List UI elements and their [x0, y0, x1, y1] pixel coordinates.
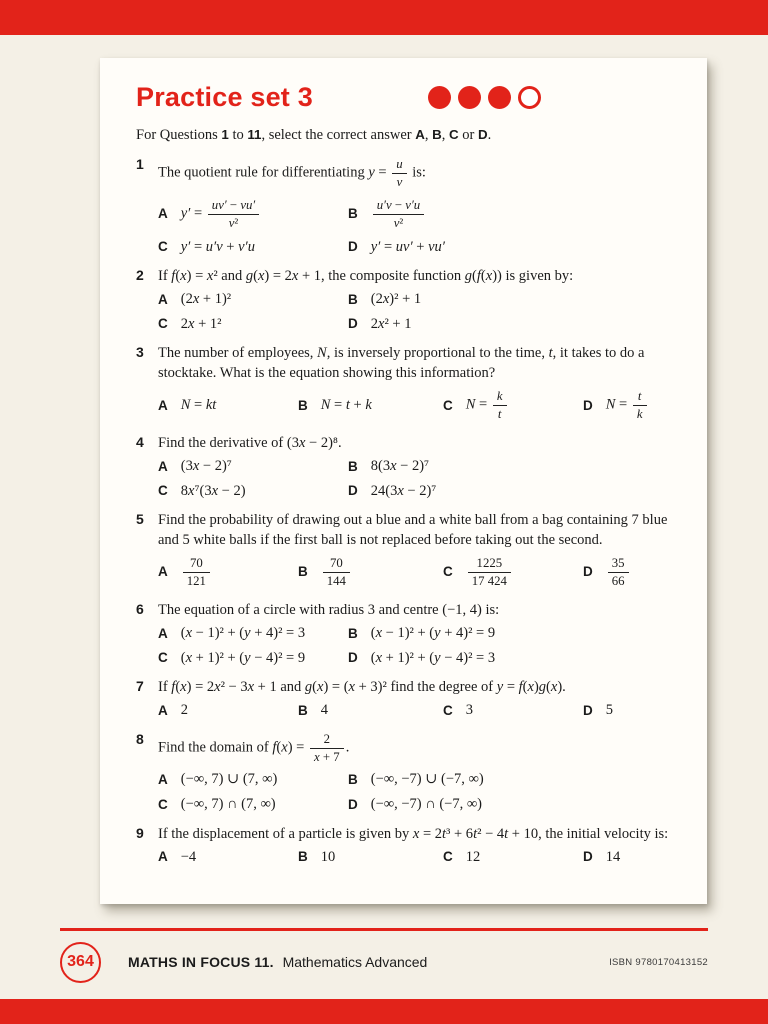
option-label: C: [443, 849, 453, 865]
option-label: D: [583, 397, 593, 413]
option-content: N = $\frac{t}{k}$: [606, 387, 649, 424]
option-label: B: [298, 564, 308, 580]
difficulty-dots: [428, 86, 541, 109]
options: [158, 387, 677, 424]
question-number: 8: [136, 730, 144, 747]
options: [158, 196, 677, 257]
fraction: $\frac{1225}{17 424}$: [468, 555, 511, 590]
fraction: $\frac{2}{x + 7}$: [310, 731, 344, 766]
option-content: [606, 554, 631, 591]
option-content: 2: [180, 702, 188, 719]
question-8: [136, 730, 677, 815]
option-content: 5: [605, 702, 613, 719]
option-label: C: [443, 564, 453, 580]
option-label: D: [348, 650, 358, 666]
bottom-red-bar: [0, 999, 768, 1024]
option-content: (3x − 2)⁷: [180, 458, 232, 475]
option-9-B: [298, 848, 443, 868]
option-label: D: [348, 239, 358, 255]
option-label: B: [298, 397, 308, 413]
option-4-C: [158, 482, 348, 502]
option-label: A: [158, 702, 168, 718]
question-number: 1: [136, 156, 144, 172]
fraction: $\frac{u}{v}$: [392, 156, 406, 191]
option-content: N = kt: [180, 396, 217, 413]
book-title: MATHS IN FOCUS 11.: [128, 954, 274, 970]
question-text: If the displacement of a particle is given by x = 2t³ + 6t² − 4t + 10, the initial velocity is:: [158, 825, 669, 842]
option-content: 14: [605, 848, 621, 865]
question-9: [136, 824, 677, 868]
option-content: [466, 554, 513, 591]
option-2-B: [348, 290, 421, 310]
option-label: C: [158, 650, 168, 666]
option-content: (x − 1)² + (y + 4)² = 3: [180, 624, 306, 641]
option-2-A: [158, 290, 348, 310]
difficulty-dot-empty: [518, 86, 541, 109]
fraction: $\frac{70}{121}$: [183, 555, 210, 590]
question-number: 3: [136, 344, 144, 361]
isbn: ISBN 9780170413152: [609, 956, 708, 968]
option-label: B: [298, 849, 308, 865]
option-content: (x + 1)² + (y − 4)² = 9: [180, 649, 306, 666]
option-8-B: [348, 770, 484, 790]
questions: [136, 155, 677, 867]
option-label: A: [158, 849, 168, 865]
option-3-D: [583, 387, 677, 424]
option-label: D: [583, 849, 593, 865]
fraction: $\frac{k}{t}$: [493, 388, 507, 423]
option-label: C: [158, 316, 168, 332]
question-number: 5: [136, 511, 144, 528]
option-label: B: [348, 291, 358, 307]
fraction: $\frac{35}{66}$: [608, 555, 629, 590]
option-content: (−∞, −7) ∪ (−7, ∞): [370, 771, 484, 788]
option-3-B: [298, 396, 443, 416]
option-6-C: [158, 649, 348, 669]
question-5: [136, 510, 677, 591]
option-4-D: [348, 482, 436, 502]
option-2-D: [348, 315, 421, 335]
option-label: A: [158, 206, 168, 222]
question-number: 2: [136, 267, 144, 284]
option-label: B: [348, 206, 358, 222]
fraction: $\frac{uv' - vu'}{\text{v²}}$: [208, 197, 259, 232]
option-content: (x − 1)² + (y + 4)² = 9: [370, 624, 496, 641]
question-text: The quotient rule for differentiating y = $\frac{u}{v}$ is:: [158, 157, 426, 189]
fraction: $\frac{u'v - v'u}{\text{v²}}$: [373, 197, 424, 232]
option-label: D: [348, 483, 358, 499]
option-content: (−∞, 7) ∪ (7, ∞): [180, 771, 278, 788]
option-5-C: [443, 554, 583, 591]
book-info: [128, 954, 427, 970]
question-text: Find the derivative of (3x − 2)⁸.: [158, 435, 342, 452]
option-8-C: [158, 795, 348, 815]
option-content: (2x)² + 1: [370, 291, 422, 308]
option-content: 8x⁷(3x − 2): [180, 482, 246, 499]
fraction: $\frac{t}{k}$: [633, 388, 647, 423]
option-label: B: [348, 458, 358, 474]
option-content: 8(3x − 2)⁷: [370, 458, 430, 475]
option-6-B: [348, 624, 495, 644]
option-label: A: [158, 397, 168, 413]
difficulty-dot-filled: [488, 86, 511, 109]
option-label: B: [348, 625, 358, 641]
question-6: [136, 600, 677, 668]
options: [158, 290, 677, 334]
textbook-page: [100, 58, 707, 904]
question-4: [136, 433, 677, 501]
option-label: C: [158, 483, 168, 499]
option-label: A: [158, 564, 168, 580]
option-content: N = t + k: [320, 396, 372, 413]
option-7-D: [583, 701, 677, 721]
option-content: −4: [180, 848, 197, 865]
option-7-A: [158, 701, 298, 721]
option-content: y′ = u′v + v′u: [180, 238, 255, 255]
option-1-D: [348, 238, 445, 258]
question-text: If f(x) = 2x² − 3x + 1 and g(x) = (x + 3)² find the degree of y = f(x)g(x).: [158, 679, 566, 696]
option-9-A: [158, 848, 298, 868]
option-label: A: [158, 291, 168, 307]
option-label: C: [443, 702, 453, 718]
option-content: y′ = uv′ + vu′: [370, 238, 445, 255]
option-1-B: [348, 196, 445, 233]
option-8-A: [158, 770, 348, 790]
option-5-B: [298, 554, 443, 591]
question-text: Find the domain of f(x) = $\frac{2}{x + 7}$ .: [158, 731, 350, 764]
options: [158, 624, 677, 668]
option-label: C: [443, 397, 453, 413]
option-label: B: [298, 702, 308, 718]
page-title: Practice set 3: [136, 82, 313, 112]
book-subtitle: Mathematics Advanced: [282, 954, 428, 970]
question-number: 4: [136, 434, 144, 451]
page-number-badge: 364: [60, 942, 101, 983]
option-7-C: [443, 701, 583, 721]
question-text: Find the probability of drawing out a blue and a white ball from a bag containing 7 blue and 5 white balls if the first ball is not replaced before taking out the second.: [158, 512, 668, 549]
top-red-bar: [0, 0, 768, 35]
option-content: y′ = $\frac{uv' - vu'}{\text{v²}}$: [181, 196, 261, 233]
option-4-A: [158, 457, 348, 477]
option-content: N = $\frac{k}{t}$: [466, 387, 509, 424]
option-3-C: [443, 387, 583, 424]
option-label: A: [158, 458, 168, 474]
question-3: [136, 343, 677, 424]
option-content: [371, 196, 426, 233]
option-6-A: [158, 624, 348, 644]
option-6-D: [348, 649, 495, 669]
page-footer: [60, 928, 708, 983]
option-label: D: [583, 702, 593, 718]
option-content: (2x + 1)²: [180, 291, 232, 308]
footer-row: [60, 942, 708, 983]
option-content: (x + 1)² + (y − 4)² = 3: [370, 649, 496, 666]
option-content: (−∞, 7) ∩ (7, ∞): [180, 795, 276, 812]
difficulty-dot-filled: [428, 86, 451, 109]
intro-line: For Questions 1 to 11, select the correct answer A, B, C or D.: [136, 127, 492, 143]
option-content: 2x² + 1: [370, 315, 412, 332]
option-9-C: [443, 848, 583, 868]
option-label: D: [583, 564, 593, 580]
option-8-D: [348, 795, 484, 815]
question-2: [136, 266, 677, 334]
option-content: [181, 554, 212, 591]
option-7-B: [298, 701, 443, 721]
options: [158, 701, 677, 721]
question-text: If f(x) = x² and g(x) = 2x + 1, the composite function g(f(x)) is given by:: [158, 268, 574, 285]
question-7: [136, 677, 677, 721]
option-label: A: [158, 625, 168, 641]
option-label: D: [348, 796, 358, 812]
option-content: 12: [465, 848, 481, 865]
options: [158, 554, 677, 591]
option-label: C: [158, 239, 168, 255]
question-text: The number of employees, N, is inversely proportional to the time, t, it takes to do a stocktake. What is the equation showing this information?: [158, 345, 645, 382]
option-content: [321, 554, 352, 591]
option-1-C: [158, 238, 348, 258]
question-1: [136, 155, 677, 257]
option-2-C: [158, 315, 348, 335]
option-1-A: [158, 196, 348, 233]
option-label: B: [348, 772, 358, 788]
question-text: The equation of a circle with radius 3 and centre (−1, 4) is:: [158, 601, 500, 618]
option-content: 4: [320, 702, 328, 719]
title-row: [136, 82, 677, 114]
options: [158, 457, 677, 501]
difficulty-dot-filled: [458, 86, 481, 109]
option-5-A: [158, 554, 298, 591]
option-5-D: [583, 554, 677, 591]
options: [158, 770, 677, 814]
option-label: C: [158, 796, 168, 812]
options: [158, 848, 677, 868]
option-9-D: [583, 848, 677, 868]
option-content: (−∞, −7) ∩ (−7, ∞): [370, 795, 482, 812]
question-number: 6: [136, 600, 144, 617]
option-content: 10: [320, 848, 336, 865]
option-content: 24(3x − 2)⁷: [370, 482, 437, 499]
option-label: A: [158, 772, 168, 788]
option-4-B: [348, 457, 436, 477]
option-content: 3: [465, 702, 473, 719]
option-3-A: [158, 396, 298, 416]
fraction: $\frac{70}{144}$: [323, 555, 350, 590]
option-label: D: [348, 316, 358, 332]
question-number: 9: [136, 824, 144, 841]
question-number: 7: [136, 678, 144, 695]
footer-rule: [60, 928, 708, 931]
option-content: 2x + 1²: [180, 315, 222, 332]
